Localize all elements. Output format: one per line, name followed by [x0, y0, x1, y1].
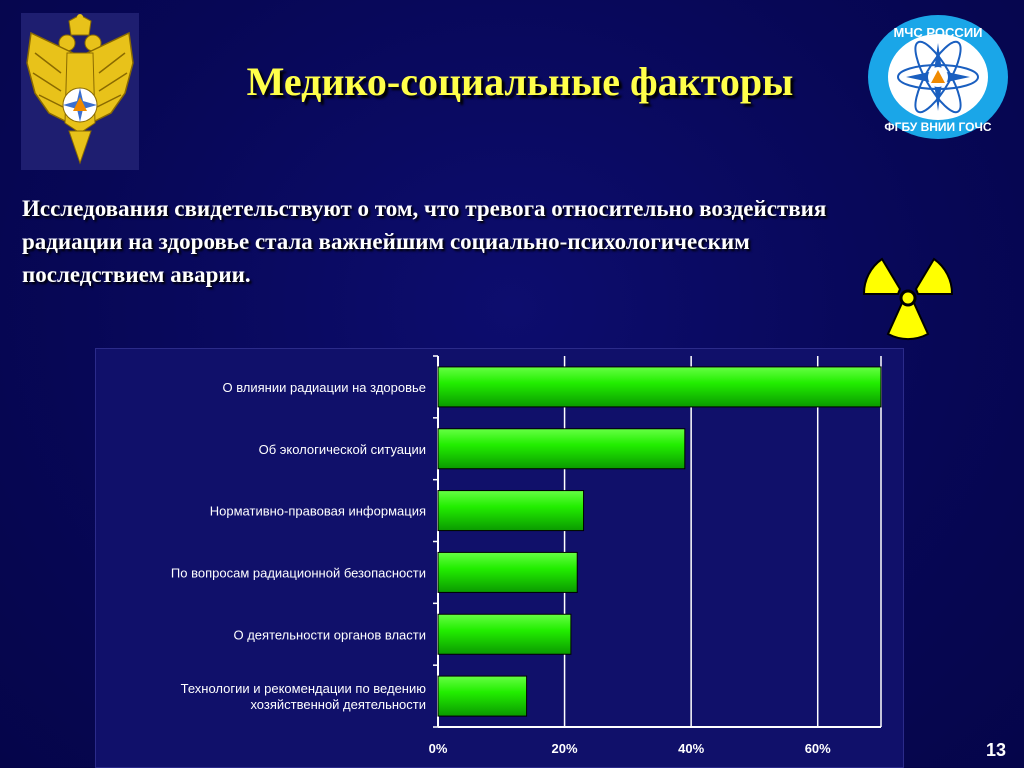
- eagle-emblem-icon: [21, 13, 139, 170]
- category-label-3: По вопросам радиационной безопасности: [170, 565, 426, 581]
- radiation-trefoil: [856, 250, 960, 344]
- body-line-3: последствием аварии.: [22, 262, 251, 287]
- bar-1: [438, 429, 685, 469]
- body-line-1: Исследования свидетельствуют о том, что тревога относительно воздействия: [22, 196, 827, 221]
- x-tick-label-3: 60%: [804, 741, 831, 756]
- radiation-icon: [856, 250, 960, 344]
- category-label-4: О деятельности органов власти: [233, 627, 426, 643]
- emchs-eagle-emblem: [21, 13, 139, 170]
- slide-title: Медико-социальные факторы: [246, 59, 794, 104]
- bar-5: [438, 676, 527, 716]
- category-label-5-line-1: хозяйственной деятельности: [250, 697, 426, 713]
- body-line-2: радиации на здоровье стала важнейшим социально-психологическим: [22, 229, 750, 254]
- bar-2: [438, 491, 584, 531]
- category-label-2: Нормативно-правовая информация: [209, 503, 426, 519]
- page-number: 13: [986, 740, 1007, 760]
- chart-canvas: [96, 349, 903, 767]
- category-label-0: О влиянии радиации на здоровье: [222, 379, 426, 395]
- category-label-5-line-0: Технологии и рекомендации по ведению: [180, 681, 426, 697]
- x-tick-label-0: 0%: [428, 741, 448, 756]
- x-tick-label-2: 40%: [678, 741, 705, 756]
- bar-chart: [95, 348, 904, 768]
- bar-4: [438, 614, 571, 654]
- vnii-gochs-logo-lettering: ФГБУ ВНИИ ГОЧС: [884, 120, 992, 134]
- mchs-logo-lettering: МЧС РОССИИ: [893, 25, 983, 40]
- category-label-1: Об экологической ситуации: [258, 441, 426, 457]
- bar-3: [438, 552, 577, 592]
- bar-0: [438, 367, 881, 407]
- x-tick-label-1: 20%: [551, 741, 578, 756]
